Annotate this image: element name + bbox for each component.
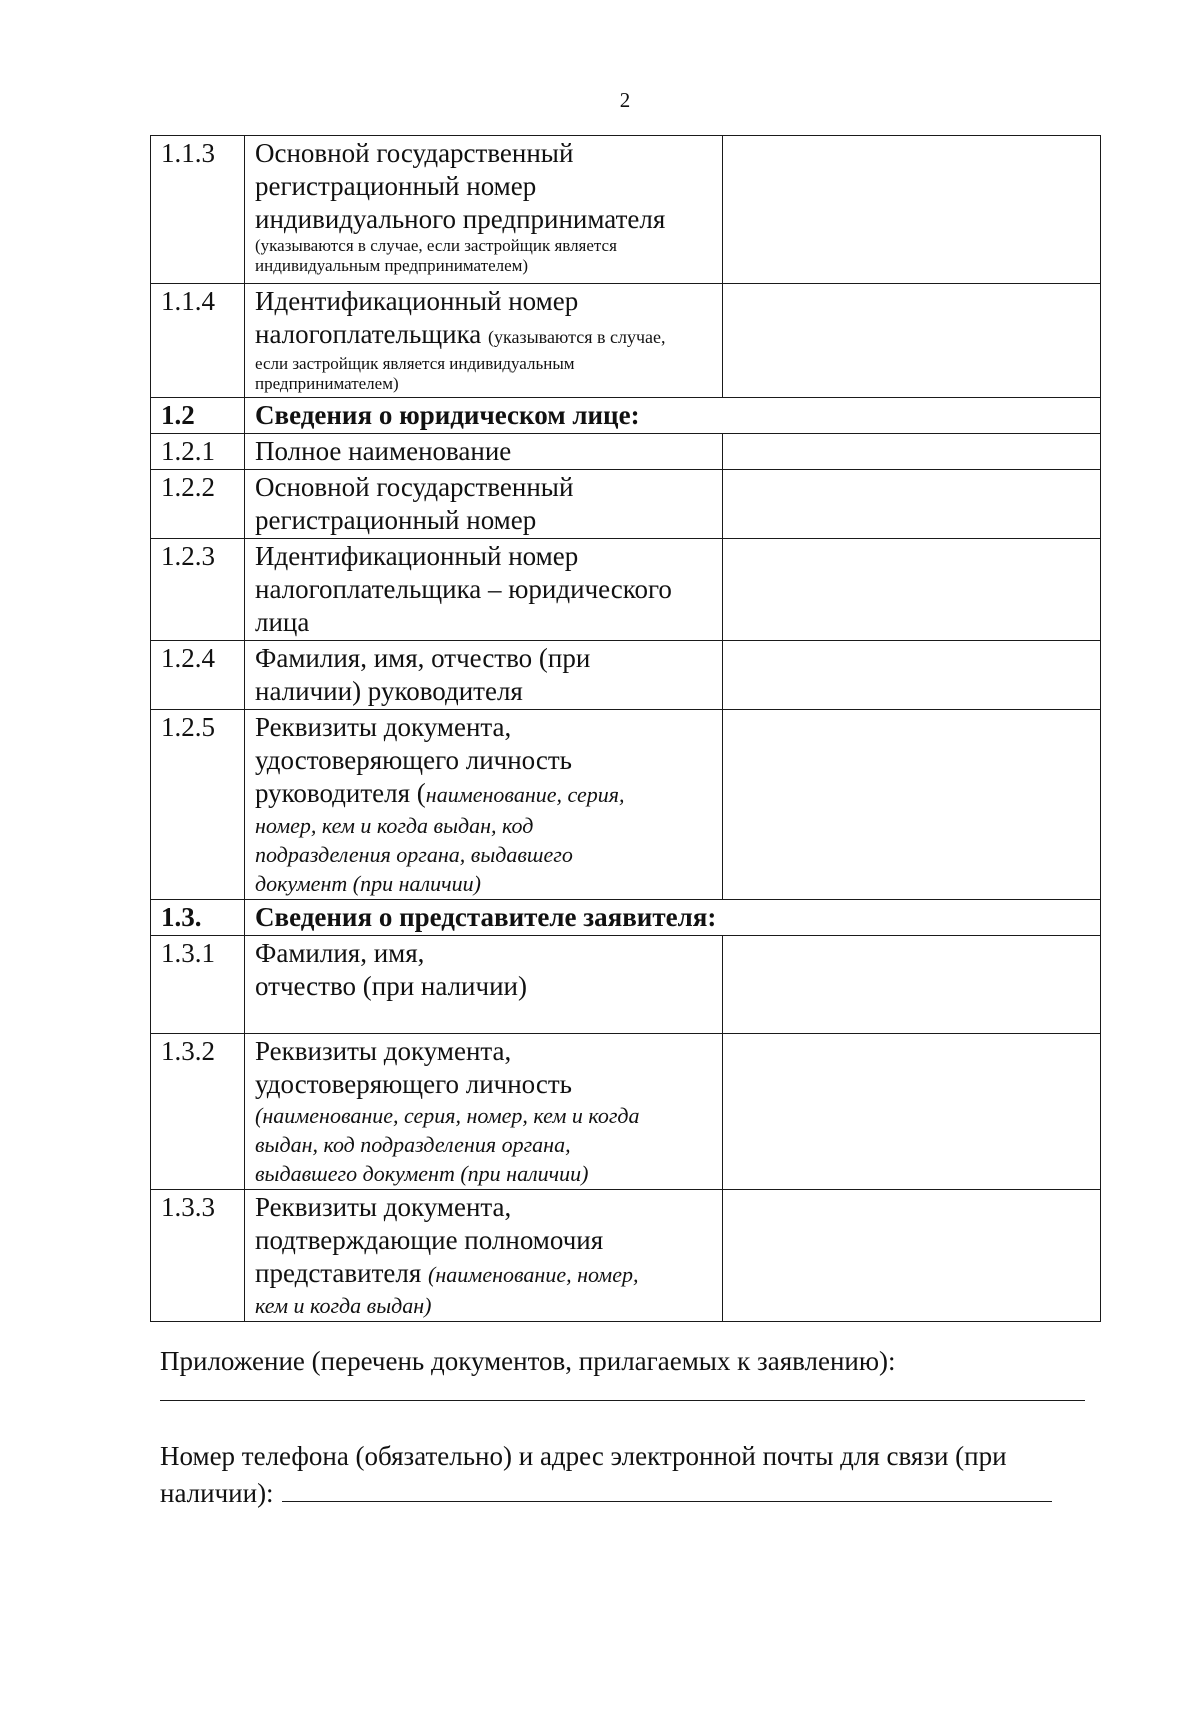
row-label bbox=[245, 539, 723, 641]
value-cell[interactable] bbox=[723, 284, 1101, 398]
row-label-line: регистрационный номер bbox=[255, 171, 537, 201]
row-label bbox=[245, 284, 723, 398]
row-note: предпринимателем) bbox=[255, 374, 399, 393]
row-label bbox=[245, 434, 723, 470]
row-number: 1.1.3 bbox=[151, 136, 245, 284]
table-row bbox=[151, 1190, 1101, 1322]
row-label-text: налогоплательщика bbox=[255, 319, 489, 349]
row-label bbox=[245, 1190, 723, 1322]
section-header-row bbox=[151, 900, 1101, 936]
row-label-line: подтверждающие полномочия bbox=[255, 1225, 604, 1255]
table-row bbox=[151, 434, 1101, 470]
row-label bbox=[245, 136, 723, 284]
table-row bbox=[151, 470, 1101, 539]
section-header-row bbox=[151, 398, 1101, 434]
row-label-line: налогоплательщика – юридического bbox=[255, 574, 672, 604]
row-label-text: руководителя ( bbox=[255, 778, 426, 808]
section-number: 1.2 bbox=[151, 398, 245, 434]
appendix-input-line[interactable] bbox=[160, 1400, 1085, 1401]
row-italic-note: кем и когда выдан) bbox=[255, 1293, 432, 1318]
value-cell[interactable] bbox=[723, 710, 1101, 900]
row-label-line bbox=[255, 1257, 714, 1291]
table-row bbox=[151, 710, 1101, 900]
row-number: 1.2.2 bbox=[151, 470, 245, 539]
row-label-line: регистрационный номер bbox=[255, 505, 537, 535]
row-label-line: лица bbox=[255, 607, 310, 637]
row-number: 1.2.1 bbox=[151, 434, 245, 470]
row-number: 1.1.4 bbox=[151, 284, 245, 398]
table-row bbox=[151, 1034, 1101, 1190]
value-cell[interactable] bbox=[723, 470, 1101, 539]
row-number: 1.3.1 bbox=[151, 936, 245, 1034]
value-cell[interactable] bbox=[723, 434, 1101, 470]
row-note: если застройщик является индивидуальным bbox=[255, 354, 575, 373]
value-cell[interactable] bbox=[723, 1034, 1101, 1190]
value-cell[interactable] bbox=[723, 641, 1101, 710]
row-label-line: удостоверяющего личность bbox=[255, 745, 572, 775]
row-italic-note: наименование, серия, bbox=[425, 782, 625, 807]
contacts-label-line2 bbox=[160, 1473, 1080, 1510]
value-cell[interactable] bbox=[723, 136, 1101, 284]
row-label-line: наличии) руководителя bbox=[255, 676, 523, 706]
row-label bbox=[245, 1034, 723, 1190]
row-number: 1.2.3 bbox=[151, 539, 245, 641]
row-label-line: Реквизиты документа, bbox=[255, 712, 512, 742]
contacts-label-text: наличии): bbox=[160, 1478, 274, 1508]
row-label-line: удостоверяющего личность bbox=[255, 1069, 572, 1099]
row-label bbox=[245, 470, 723, 539]
table-row bbox=[151, 936, 1101, 1034]
row-italic-note: выдавшего документ (при наличии) bbox=[255, 1161, 589, 1186]
row-note: (указываются в случае, если застройщик является bbox=[255, 236, 617, 255]
row-italic-note: (наименование, номер, bbox=[428, 1262, 639, 1287]
section-number: 1.3. bbox=[151, 900, 245, 936]
table-row bbox=[151, 641, 1101, 710]
row-italic-note: документ (при наличии) bbox=[255, 871, 481, 896]
contacts-block bbox=[160, 1440, 1080, 1510]
table-row bbox=[151, 284, 1101, 398]
row-label-text: представителя bbox=[255, 1258, 429, 1288]
page-number: 2 bbox=[619, 88, 631, 112]
form-table bbox=[150, 135, 1101, 1322]
row-label-line: индивидуального предпринимателя bbox=[255, 204, 666, 234]
row-italic-note: номер, кем и когда выдан, код bbox=[255, 813, 534, 838]
section-title: Сведения о юридическом лице: bbox=[245, 398, 1101, 434]
row-number: 1.3.2 bbox=[151, 1034, 245, 1190]
value-cell[interactable] bbox=[723, 1190, 1101, 1322]
row-label-line: Реквизиты документа, bbox=[255, 1192, 512, 1222]
row-italic-note: подразделения органа, выдавшего bbox=[255, 842, 573, 867]
row-label-line bbox=[255, 777, 714, 811]
row-number: 1.3.3 bbox=[151, 1190, 245, 1322]
section-title: Сведения о представителе заявителя: bbox=[245, 900, 1101, 936]
row-label-line: Фамилия, имя, отчество (при bbox=[255, 643, 591, 673]
row-label-line: Реквизиты документа, bbox=[255, 1036, 512, 1066]
table-row bbox=[151, 539, 1101, 641]
row-label-line: Полное наименование bbox=[255, 436, 512, 466]
row-label-line: Основной государственный bbox=[255, 472, 574, 502]
row-number: 1.2.4 bbox=[151, 641, 245, 710]
table-row bbox=[151, 136, 1101, 284]
appendix-label: Приложение (перечень документов, прилагаемых к заявлению): bbox=[160, 1346, 896, 1376]
row-label-line: Основной государственный bbox=[255, 138, 574, 168]
row-italic-note: выдан, код подразделения органа, bbox=[255, 1132, 571, 1157]
value-cell[interactable] bbox=[723, 936, 1101, 1034]
row-number: 1.2.5 bbox=[151, 710, 245, 900]
row-label bbox=[245, 641, 723, 710]
row-label bbox=[245, 710, 723, 900]
contacts-input-line[interactable] bbox=[282, 1473, 1052, 1502]
row-note: индивидуальным предпринимателем) bbox=[255, 256, 529, 275]
value-cell[interactable] bbox=[723, 539, 1101, 641]
row-label bbox=[245, 936, 723, 1034]
row-label-line: Идентификационный номер bbox=[255, 286, 579, 316]
row-label-line: Фамилия, имя, bbox=[255, 938, 425, 968]
contacts-label: Номер телефона (обязательно) и адрес электронной почты для связи (при bbox=[160, 1441, 1007, 1471]
row-label-line bbox=[255, 318, 714, 354]
row-label-line: отчество (при наличии) bbox=[255, 971, 527, 1001]
row-label-line: Идентификационный номер bbox=[255, 541, 579, 571]
row-note: (указываются в случае, bbox=[488, 327, 666, 347]
row-italic-note: (наименование, серия, номер, кем и когда bbox=[255, 1103, 640, 1128]
